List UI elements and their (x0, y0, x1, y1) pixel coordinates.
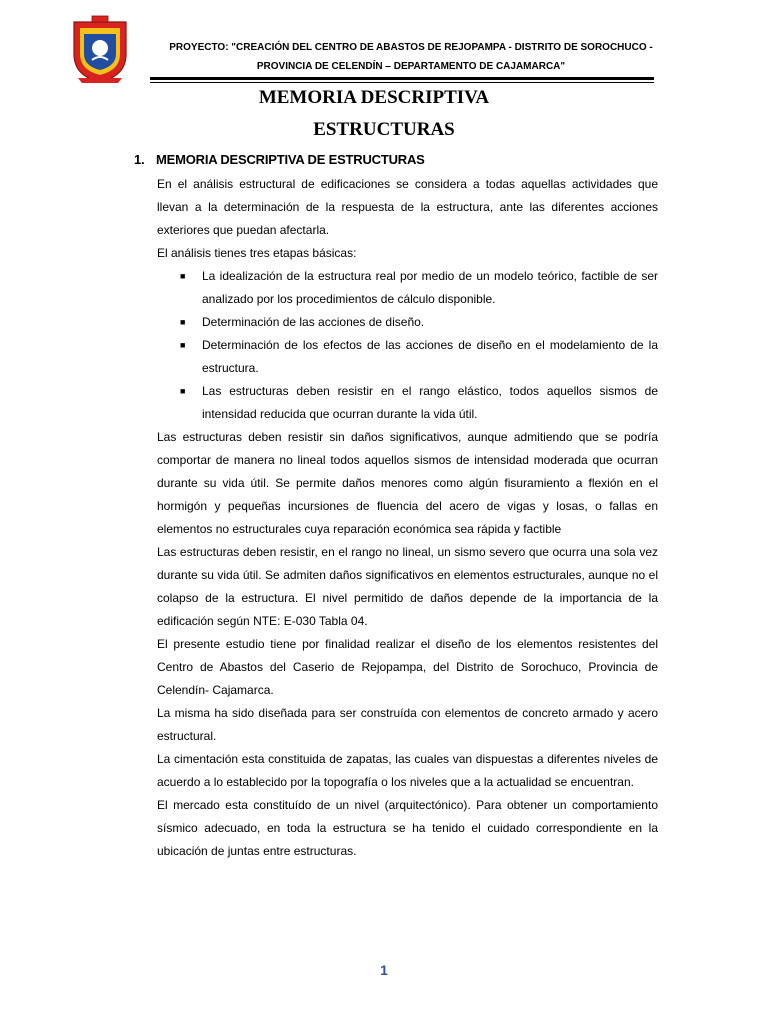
bullet-icon: ■ (180, 317, 186, 327)
list-item-text: La idealización de la estructura real por medio de un modelo teórico, factible de ser analizado por los procedimientos de cálculo disponible. (202, 269, 658, 306)
paragraph: Las estructuras deben resistir, en el rango no lineal, un sismo severo que ocurra una sola vez durante su vida útil. Se admiten daños significativos en elementos estructurales, aunque no el colapso de la estructura. El nivel permitido de daños depende de la importancia de la edificación según NTE: E-030 Tabla 04. (157, 545, 658, 628)
paragraph: La cimentación esta constituida de zapatas, las cuales van dispuestas a diferentes niveles de acuerdo a lo establecido por la topografía o los niveles que a la actualidad se encuentran. (157, 752, 658, 789)
paragraph: El mercado esta constituído de un nivel (arquitectónico). Para obtener un comportamiento sísmico adecuado, en toda la estructura se ha tenido el cuidado correspondiente en la ubicación de juntas entre estructuras. (157, 798, 658, 858)
municipal-crest-icon (70, 14, 130, 84)
bullet-icon: ■ (180, 386, 186, 396)
bullet-icon: ■ (180, 271, 186, 281)
document-title: MEMORIA DESCRIPTIVA (258, 87, 490, 108)
section-title: MEMORIA DESCRIPTIVA DE ESTRUCTURAS (156, 152, 425, 167)
list-item (157, 265, 658, 311)
section-heading (134, 152, 425, 167)
list-item-text: Las estructuras deben resistir en el rango elástico, todos aquellos sismos de intensidad reducida que ocurran durante la vida útil. (202, 384, 658, 421)
paragraph: Las estructuras deben resistir sin daños significativos, aunque admitiendo que se podría comportar de manera no lineal todos aquellos sismos de intensidad moderada que ocurran durante su vida útil. Se permite daños menores como algún fisuramiento a flexión en el hormigón y pequeñas incursiones de fluencia del acero de vigas y losas, o fallas en elementos no estructurales cuya reparación económica sea rápida y factible (157, 430, 658, 536)
list-item (157, 311, 658, 334)
list-item-text: Determinación de las acciones de diseño. (202, 315, 425, 329)
list-item-text: Determinación de los efectos de las acciones de diseño en el modelamiento de la estructura. (202, 338, 658, 375)
section-number: 1. (134, 152, 145, 167)
page-number: 1 (380, 962, 388, 978)
project-header-line-1: PROYECTO: "CREACIÓN DEL CENTRO DE ABASTOS DE REJOPAMPA - DISTRITO DE SOROCHUCO - (169, 42, 653, 53)
project-header (148, 38, 674, 76)
header-rule-thin (150, 82, 654, 83)
paragraph: El análisis tienes tres etapas básicas: (157, 246, 357, 260)
document-body (157, 173, 658, 863)
document-subtitle: ESTRUCTURAS (313, 119, 455, 140)
list-item (157, 380, 658, 426)
header-rule-thick (150, 77, 654, 80)
list-item (157, 334, 658, 380)
paragraph: En el análisis estructural de edificaciones se considera a todas aquellas actividades que llevan a la determinación de la respuesta de la estructura, ante las diferentes acciones exteriores que puedan afectarla. (157, 177, 658, 237)
bullet-list (157, 265, 658, 426)
bullet-icon: ■ (180, 340, 186, 350)
page-header (0, 0, 768, 90)
paragraph: La misma ha sido diseñada para ser construída con elementos de concreto armado y acero estructural. (157, 706, 658, 743)
paragraph: El presente estudio tiene por finalidad realizar el diseño de los elementos resistentes del Centro de Abastos del Caserio de Rejopampa, del Distrito de Sorochuco, Provincia de Celendín- Cajamarca. (157, 637, 658, 697)
project-header-line-2: PROVINCIA DE CELENDÍN – DEPARTAMENTO DE CAJAMARCA" (256, 61, 566, 72)
